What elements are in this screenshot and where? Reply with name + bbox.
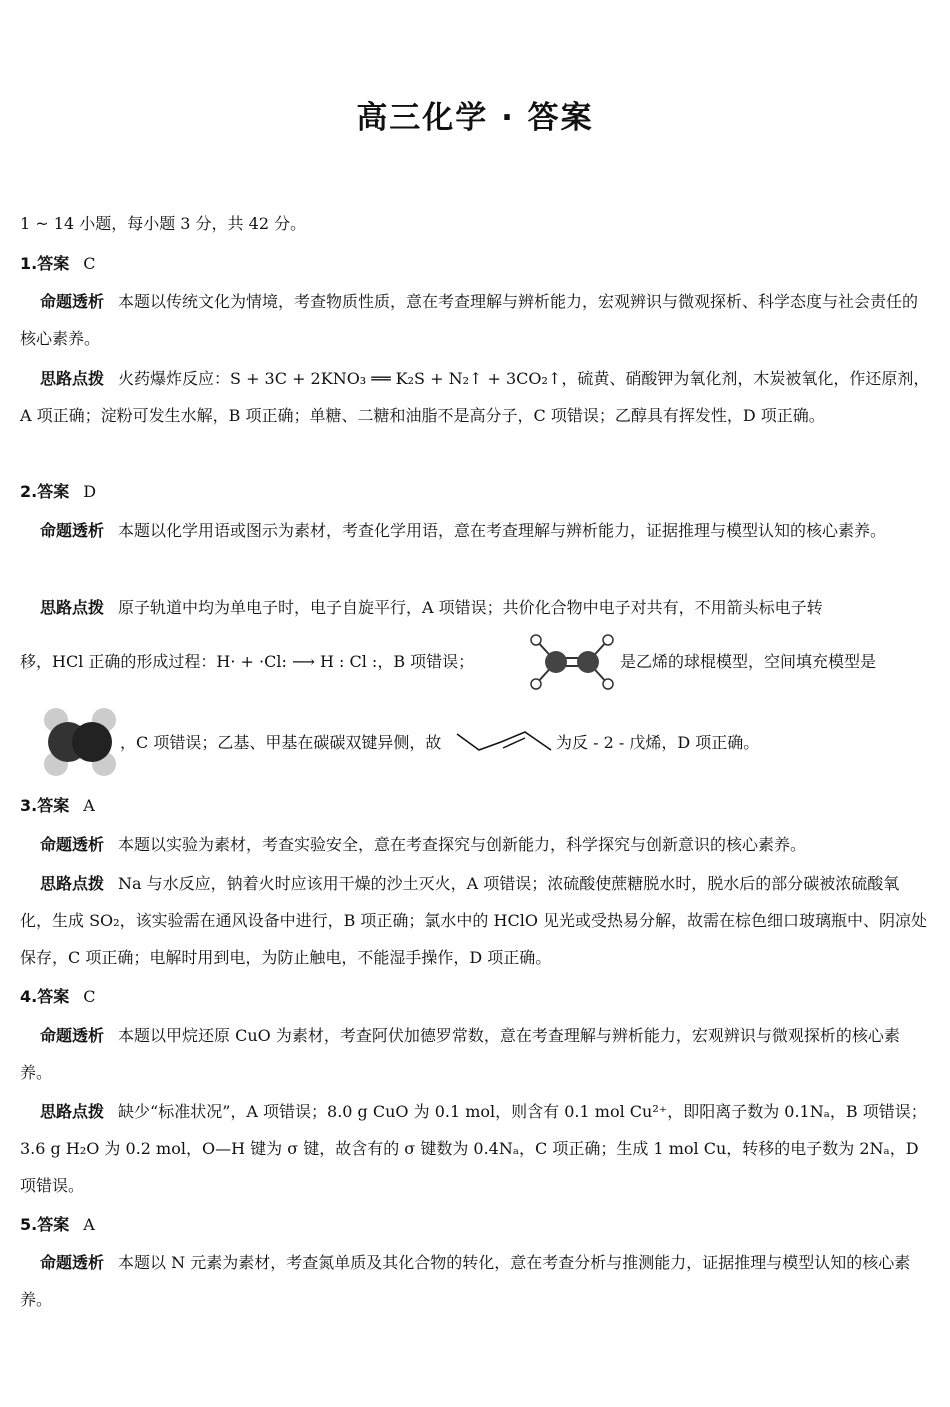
analysis-label: 命题透析 [40, 521, 105, 540]
q3-answer-line [20, 795, 95, 817]
q3-analysis [20, 826, 930, 863]
q4-analysis [20, 1017, 930, 1091]
q1-answer-line [20, 253, 95, 275]
page-title: 高三化学 · 答案 [356, 100, 594, 136]
q2-answer: D [83, 482, 97, 501]
q5-answer-line [20, 1214, 95, 1236]
q3-answer: A [83, 796, 95, 815]
q1-answer: C [83, 254, 96, 273]
q1-analysis [20, 283, 930, 357]
hint-label: 思路点拨 [40, 1102, 105, 1121]
q5-analysis [20, 1244, 930, 1318]
hint-label: 思路点拨 [40, 369, 105, 388]
q2-analysis [20, 512, 930, 549]
q1-hint [20, 360, 930, 434]
q2-hint-line-b1: 移，HCl 正确的形成过程：H· + ·Cl: ⟶ H : Cl :，B 项错误； [20, 652, 475, 671]
answer-label: 答案 [37, 987, 70, 1006]
hint-label: 思路点拨 [40, 874, 105, 893]
q3-number: 3. [20, 796, 38, 815]
q2-analysis-text: 本题以化学用语或图示为素材，考查化学用语，意在考查理解与辨析能力，证据推理与模型认知的核心素养。 [118, 521, 887, 540]
q1-number: 1. [20, 254, 38, 273]
answer-label: 答案 [37, 796, 70, 815]
q2-answer-line [20, 481, 96, 503]
q4-answer: C [83, 987, 96, 1006]
q4-hint [20, 1093, 930, 1204]
section-intro: 1 ~ 14 小题，每小题 3 分，共 42 分。 [20, 214, 307, 233]
q2-hint-line-c2: 为反 - 2 - 戊烯，D 项正确。 [556, 733, 760, 752]
ethylene-space-filling-model [40, 706, 120, 778]
answer-label: 答案 [37, 254, 70, 273]
q3-hint-text: Na 与水反应，钠着火时应该用干燥的沙土灭火，A 项错误；浓硫酸使蔗糖脱水时，脱水后的部分碳被浓硫酸氧化，生成 SO₂，该实验需在通风设备中进行，B 项正确；氯水中的 HClO 见光或受热易分解，故需在棕色细口玻璃瓶中、阴凉处保存，C 项正确；电解时用到电，为防止触电，不能湿手操作，D 项正确。 [20, 874, 928, 967]
q1-hint-text: 火药爆炸反应：S + 3C + 2KNO₃ ══ K₂S + N₂↑ + 3CO₂↑，硫黄、硝酸钾为氧化剂，木炭被氧化，作还原剂，A 项正确；淀粉可发生水解，B 项正确；单糖、二糖和油脂不是高分子，C 项错误；乙醇具有挥发性，D 项正确。 [20, 369, 930, 425]
q4-number: 4. [20, 987, 38, 1006]
q2-hint-text-a: 原子轨道中均为单电子时，电子自旋平行，A 项错误；共价化合物中电子对共有，不用箭头标电子转 [118, 598, 823, 617]
q1-analysis-text: 本题以传统文化为情境，考查物质性质，意在考查理解与辨析能力，宏观辨识与微观探析、科学态度与社会责任的核心素养。 [20, 292, 919, 348]
q4-answer-line [20, 986, 95, 1008]
answer-label: 答案 [37, 482, 70, 501]
answer-label: 答案 [37, 1215, 70, 1234]
analysis-label: 命题透析 [40, 1253, 105, 1272]
hint-label: 思路点拨 [40, 598, 105, 617]
q2-hint-first-line [20, 589, 930, 626]
q2-hint-line-b2: 是乙烯的球棍模型，空间填充模型是 [620, 652, 877, 671]
analysis-label: 命题透析 [40, 292, 105, 311]
q4-analysis-text: 本题以甲烷还原 CuO 为素材，考查阿伏加德罗常数，意在考查理解与辨析能力，宏观辨识与微观探析的核心素养。 [20, 1026, 900, 1082]
q5-number: 5. [20, 1215, 38, 1234]
q3-analysis-text: 本题以实验为素材，考查实验安全，意在考查探究与创新能力，科学探究与创新意识的核心素养。 [118, 835, 807, 854]
q3-hint [20, 865, 930, 976]
q4-hint-text: 缺少“标准状况”，A 项错误；8.0 g CuO 为 0.1 mol，则含有 0.1 mol Cu²⁺，即阳离子数为 0.1Nₐ，B 项错误；3.6 g H₂O 为 0.2 mol，O—H 键为 σ 键，故含有的 σ 键数为 0.4Nₐ，C 项正确；生成 1 mol Cu，转移的电子数为 2Nₐ，D 项错误。 [20, 1102, 927, 1195]
trans-2-pentene-skeletal-formula [455, 728, 555, 758]
ethylene-ball-stick-model [528, 632, 616, 692]
analysis-label: 命题透析 [40, 1026, 105, 1045]
q5-answer: A [83, 1215, 95, 1234]
q2-number: 2. [20, 482, 38, 501]
q5-analysis-text: 本题以 N 元素为素材，考查氮单质及其化合物的转化，意在考查分析与推测能力，证据推理与模型认知的核心素养。 [20, 1253, 911, 1309]
analysis-label: 命题透析 [40, 835, 105, 854]
q2-hint-line-c1: ，C 项错误；乙基、甲基在碳碳双键异侧，故 [120, 733, 442, 752]
